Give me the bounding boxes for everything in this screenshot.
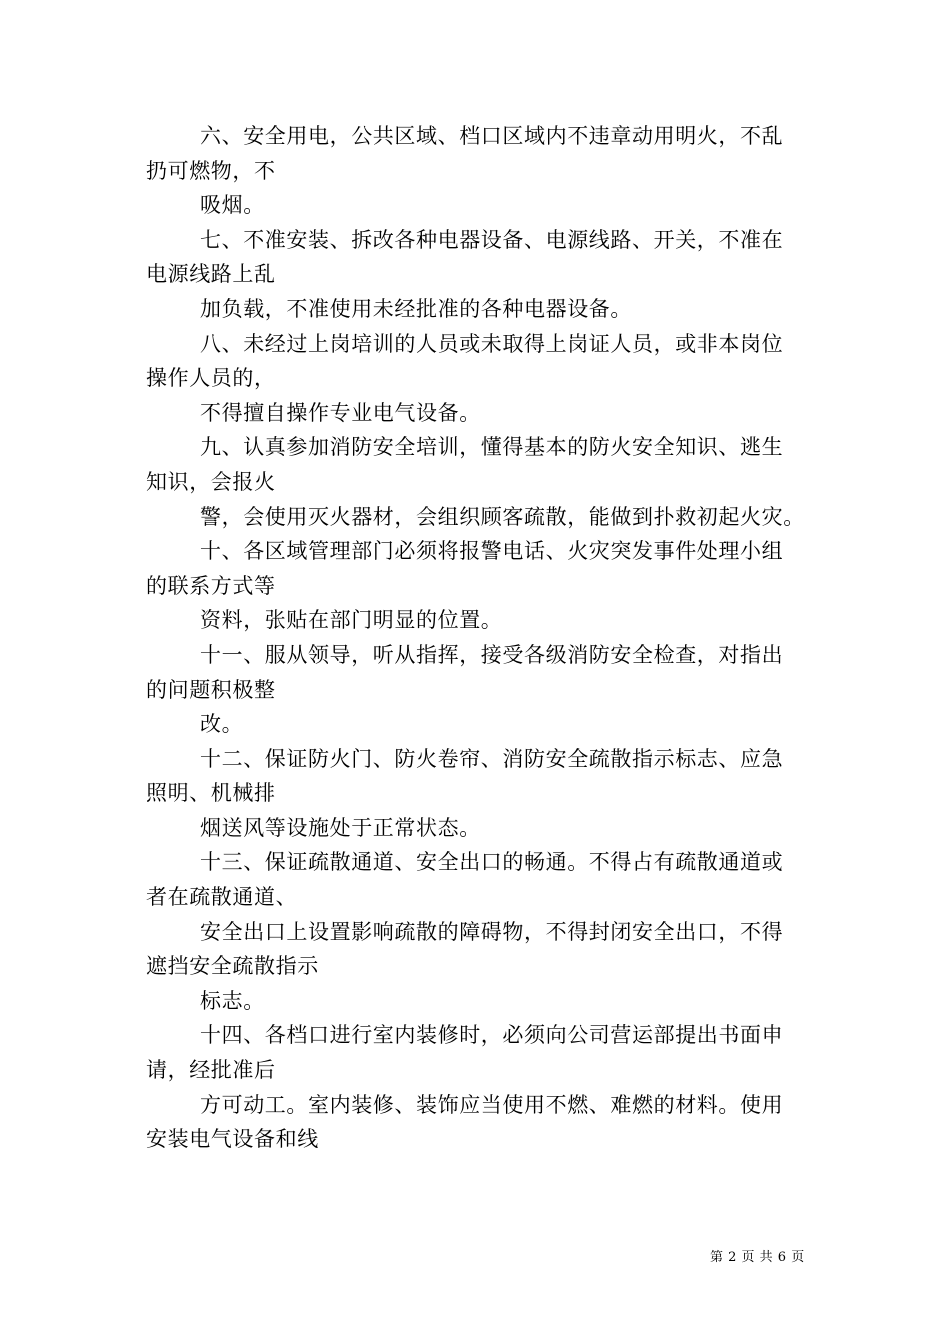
paragraph-line: 操作人员的，: [146, 366, 276, 391]
paragraph-9: [146, 430, 826, 499]
paragraph-line: 照明、机械排: [146, 781, 276, 806]
paragraph-12: [146, 742, 826, 811]
paragraph-line: 电源线路上乱: [146, 262, 276, 287]
paragraph-continuation: 警，会使用灭火器材，会组织顾客疏散，能做到扑救初起火灾。: [200, 504, 805, 529]
paragraph-line: 七、不准安装、拆改各种电器设备、电源线路、开关，不准在: [200, 227, 784, 252]
paragraph-continuation: 吸烟。: [200, 193, 265, 218]
paragraph-13-continued: [146, 915, 826, 984]
paragraph-continuation: 烟送风等设施处于正常状态。: [200, 815, 481, 840]
paragraph-line: 十四、各档口进行室内装修时，必须向公司营运部提出书面申: [200, 1023, 784, 1048]
paragraph-8: [146, 327, 826, 396]
paragraph-line: 十三、保证疏散通道、安全出口的畅通。不得占有疏散通道或: [200, 850, 784, 875]
paragraph-line: 安全出口上设置影响疏散的障碍物，不得封闭安全出口，不得: [200, 919, 784, 944]
paragraph-6: [146, 119, 826, 188]
paragraph-line: 安装电气设备和线: [146, 1127, 319, 1152]
paragraph-continuation: 标志。: [200, 988, 265, 1013]
paragraph-continuation: 加负载，不准使用未经批准的各种电器设备。: [200, 296, 632, 321]
paragraph-11: [146, 638, 826, 707]
paragraph-line: 知识，会报火: [146, 469, 276, 494]
paragraph-continuation: 改。: [200, 712, 244, 737]
paragraph-line: 者在疏散通道、: [146, 885, 298, 910]
paragraph-line: 八、未经过上岗培训的人员或未取得上岗证人员，或非本岗位: [200, 331, 784, 356]
paragraph-10: [146, 534, 826, 603]
paragraph-continuation: 资料，张贴在部门明显的位置。: [200, 608, 503, 633]
paragraph-line: 十一、服从领导，听从指挥，接受各级消防安全检查，对指出: [200, 642, 784, 667]
document-body: [146, 119, 826, 1157]
paragraph-continuation: 不得擅自操作专业电气设备。: [200, 400, 481, 425]
paragraph-13: [146, 845, 826, 914]
paragraph-line: 的联系方式等: [146, 573, 276, 598]
paragraph-line: 十二、保证防火门、防火卷帘、消防安全疏散指示标志、应急: [200, 746, 784, 771]
paragraph-14: [146, 1018, 826, 1087]
paragraph-line: 扔可燃物，不: [146, 158, 276, 183]
paragraph-line: 遮挡安全疏散指示: [146, 954, 319, 979]
page-number: 第 2 页 共 6 页: [710, 1250, 805, 1265]
paragraph-line: 九、认真参加消防安全培训，懂得基本的防火安全知识、逃生: [200, 435, 784, 460]
paragraph-line: 十、各区域管理部门必须将报警电话、火灾突发事件处理小组: [200, 539, 784, 564]
paragraph-14-continued: [146, 1088, 826, 1157]
paragraph-line: 请，经批准后: [146, 1058, 276, 1083]
paragraph-7: [146, 223, 826, 292]
paragraph-line: 的问题积极整: [146, 677, 276, 702]
paragraph-line: 六、安全用电，公共区域、档口区域内不违章动用明火，不乱: [200, 124, 784, 148]
paragraph-line: 方可动工。室内装修、装饰应当使用不燃、难燃的材料。使用: [200, 1092, 784, 1117]
